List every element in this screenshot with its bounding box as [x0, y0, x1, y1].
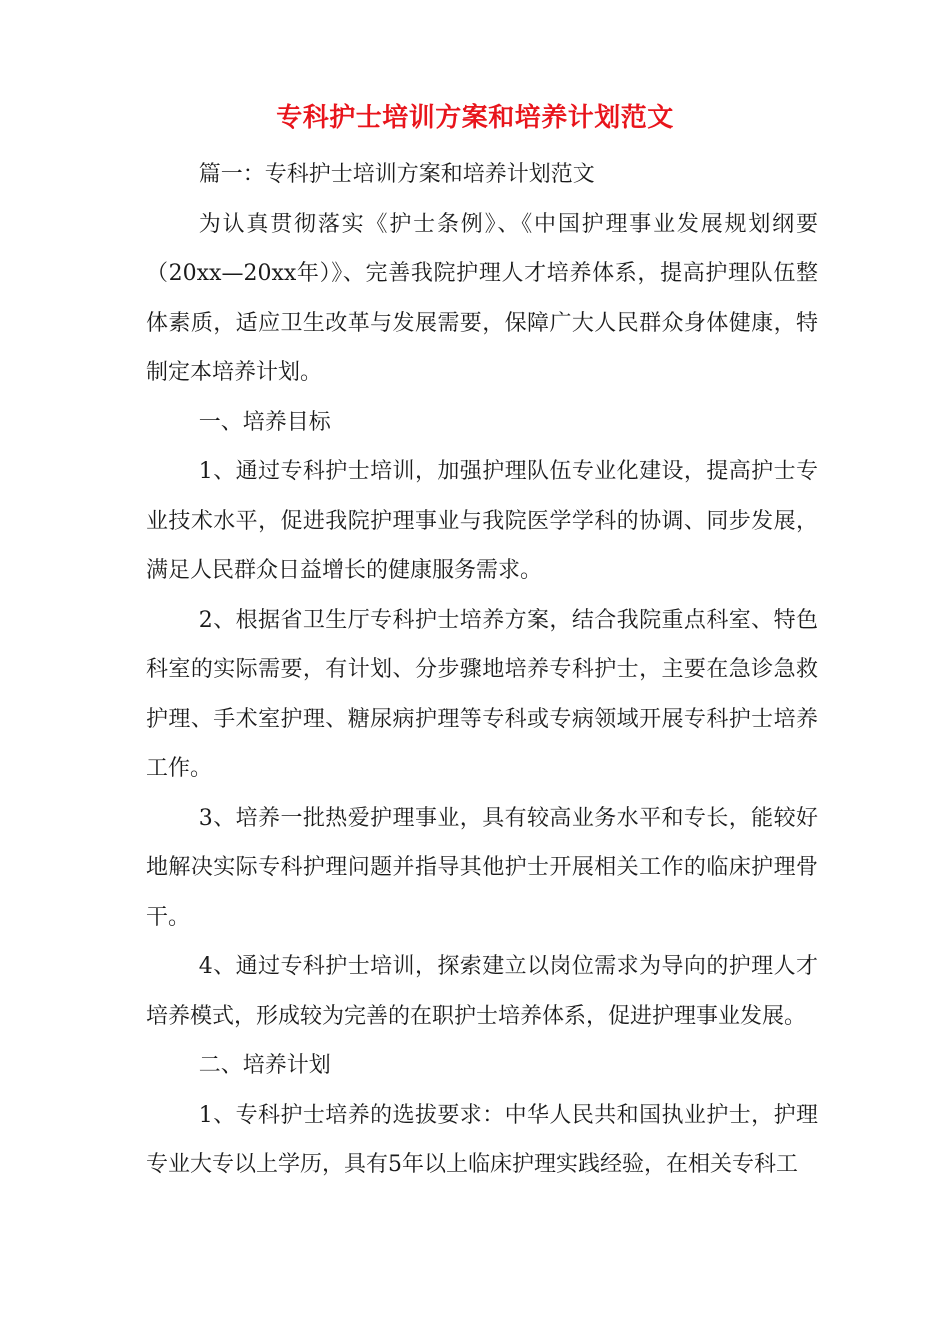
goal-item-2: 2、根据省卫生厅专科护士培养方案，结合我院重点科室、特色科室的实际需要，有计划、分步骤地培养专科护士，主要在急诊急救护理、手术室护理、糖尿病护理等专科或专病领域开展专科护士培养工作。 [146, 607, 818, 781]
plan-item-1: 1、专科护士培养的选拔要求：中华人民共和国执业护士，护理专业大专以上学历，具有5年以上临床护理实践经验，在相关专科工 [146, 1102, 818, 1177]
section-label: 篇一：专科护士培训方案和培养计划范文 [198, 162, 595, 187]
goal-item-4: 4、通过专科护士培训，探索建立以岗位需求为导向的护理人才培养模式，形成较为完善的在职护士培养体系，促进护理事业发展。 [146, 954, 818, 1029]
section-heading-plan: 二、培养计划 [198, 1053, 331, 1078]
document-title: 专科护士培训方案和培养计划范文 [276, 103, 674, 133]
document-body [146, 150, 818, 1190]
intro-paragraph: 为认真贯彻落实《护士条例》、《中国护理事业发展规划纲要（20xx—20xx年）》、完善我院护理人才培养体系，提高护理队伍整体素质，适应卫生改革与发展需要，保障广大人民群众身体健康，特制定本培养计划。 [146, 211, 818, 385]
section-heading-goals: 一、培养目标 [198, 409, 331, 435]
goal-item-1: 1、通过专科护士培训，加强护理队伍专业化建设，提高护士专业技术水平，促进我院护理事业与我院医学学科的协调、同步发展，满足人民群众日益增长的健康服务需求。 [146, 459, 818, 583]
goal-item-3: 3、培养一批热爱护理事业，具有较高业务水平和专长，能较好地解决实际专科护理问题并指导其他护士开展相关工作的临床护理骨干。 [146, 805, 818, 930]
